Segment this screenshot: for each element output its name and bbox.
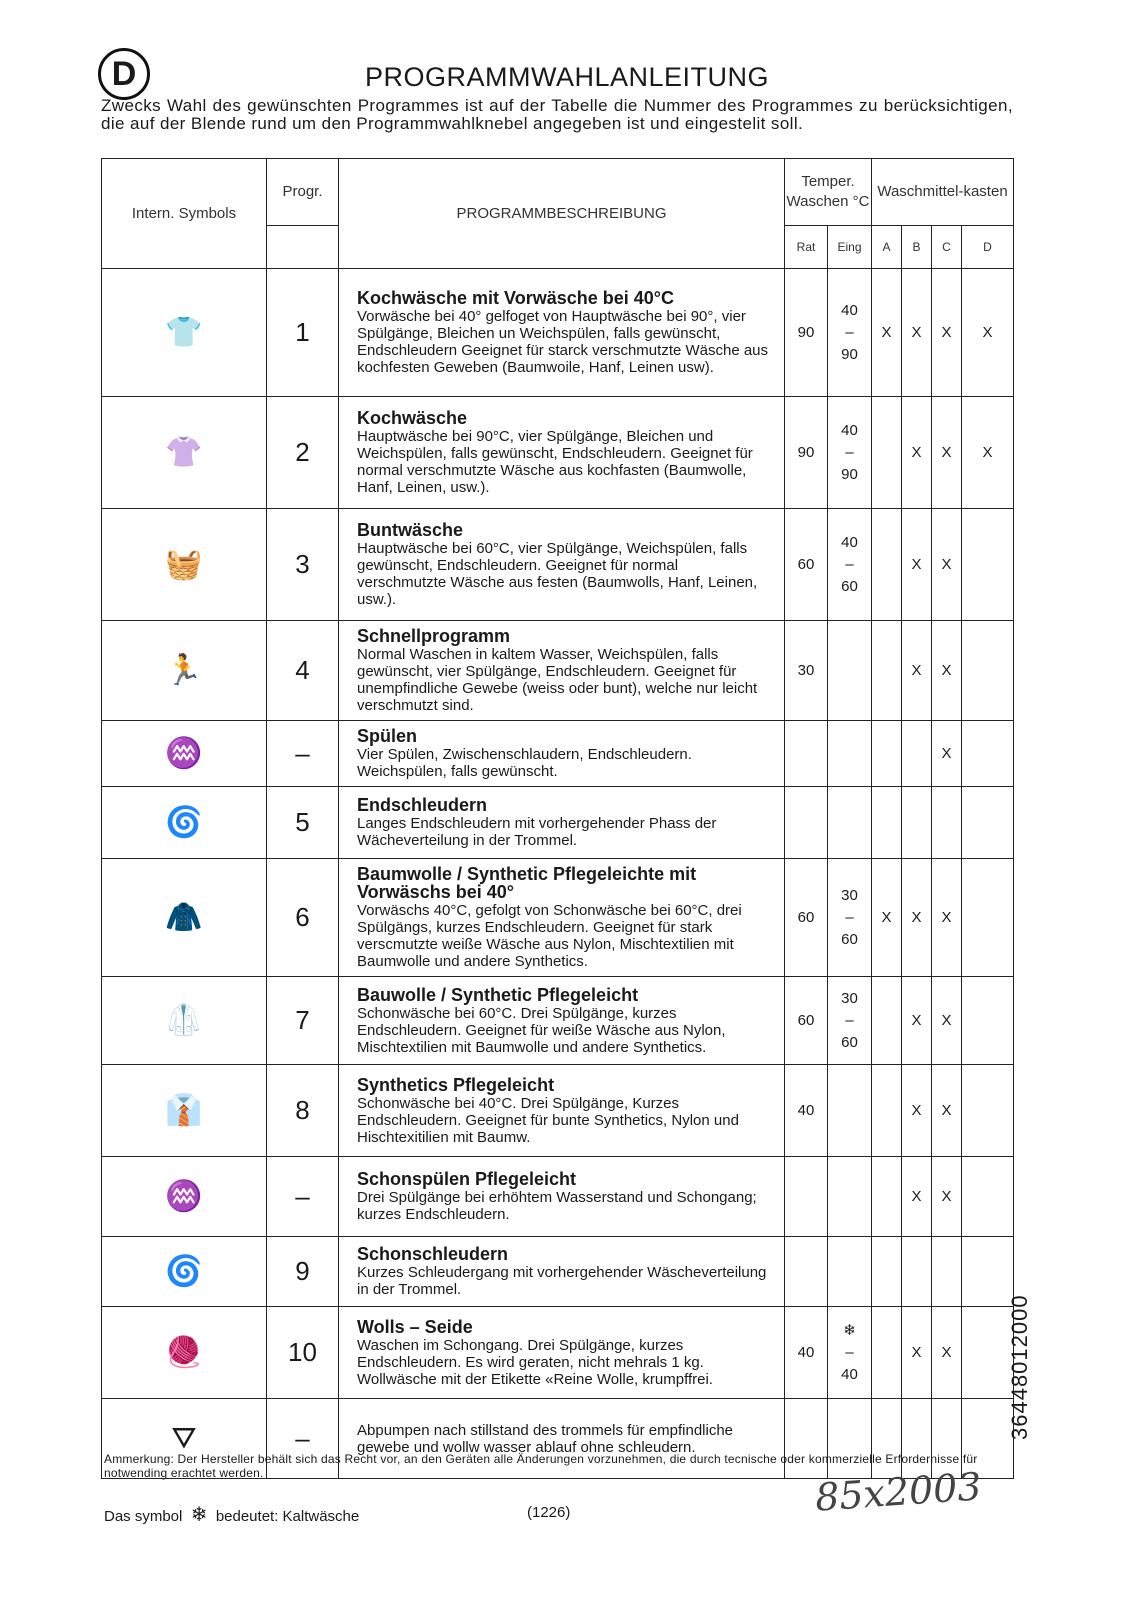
program-text: Hauptwäsche bei 90°C, vier Spülgänge, Bleichen und Weichspülen, falls gewünscht, Endschleudern. Geeignet für normal verschmutzte Wäsche aus kochfasten (Baumwolle, Hanf, Leinen, usw.).	[357, 428, 753, 496]
program-title: Bauwolle / Synthetic Pflegeleicht	[357, 984, 639, 1005]
box-b	[902, 787, 932, 859]
header-box-c: C	[932, 226, 962, 269]
pump-out-icon: ⛛	[102, 1399, 267, 1479]
box-a	[872, 1157, 902, 1237]
program-number: 5	[267, 787, 339, 859]
temp-rat: 90	[785, 397, 828, 509]
rinse-icon: ♒	[102, 721, 267, 787]
program-text: Langes Endschleudern mit vorhergehender Phass der Wächeverteilung in der Trommel.	[357, 815, 717, 849]
box-a: X	[872, 269, 902, 397]
box-c: X	[932, 1157, 962, 1237]
program-number: 9	[267, 1237, 339, 1307]
box-a: X	[872, 859, 902, 977]
table-row	[102, 509, 1014, 621]
program-description	[339, 721, 785, 787]
table-row	[102, 1237, 1014, 1307]
program-description	[339, 621, 785, 721]
box-a	[872, 977, 902, 1065]
program-description	[339, 1307, 785, 1399]
temp-rat	[785, 1237, 828, 1307]
legend-suffix: bedeutet: Kaltwäsche	[215, 1508, 360, 1525]
box-c: X	[932, 397, 962, 509]
program-description	[339, 1237, 785, 1307]
temp-rat: 60	[785, 977, 828, 1065]
box-b: X	[902, 397, 932, 509]
program-description	[339, 509, 785, 621]
box-c: X	[932, 621, 962, 721]
box-b: X	[902, 977, 932, 1065]
box-b	[902, 721, 932, 787]
box-a	[872, 1307, 902, 1399]
temp-rat: 40	[785, 1307, 828, 1399]
temp-rat: 90	[785, 269, 828, 397]
box-a	[872, 1065, 902, 1157]
temp-rat	[785, 1157, 828, 1237]
box-d	[962, 1237, 1014, 1307]
program-number: 10	[267, 1307, 339, 1399]
shirt-outline-icon: 👚	[102, 397, 267, 509]
synthetics-care-icon: 👔	[102, 1065, 267, 1157]
box-a	[872, 1237, 902, 1307]
temp-eing: 40 – 90	[828, 397, 872, 509]
box-d	[962, 859, 1014, 977]
box-c: X	[932, 269, 962, 397]
program-number: 2	[267, 397, 339, 509]
table-row	[102, 787, 1014, 859]
program-number: 1	[267, 269, 339, 397]
table-row	[102, 721, 1014, 787]
box-d	[962, 787, 1014, 859]
program-text: Abpumpen nach stillstand des trommels für empfindliche gewebe und wollw wasser ablauf ohne schleudern.	[357, 1421, 734, 1456]
temp-rat: 30	[785, 621, 828, 721]
table-row	[102, 977, 1014, 1065]
header-box-a: A	[872, 226, 902, 269]
program-number: –	[267, 1157, 339, 1237]
program-text: Waschen im Schongang. Drei Spülgänge, kurzes Endschleudern. Es wird geraten, nicht mehrals 1 kg. Wollwäsche mit der Etikette «Reine Wolle, krumpffrei.	[357, 1336, 713, 1388]
wool-icon: 🧶	[102, 1307, 267, 1399]
temp-eing: 40 – 60	[828, 509, 872, 621]
box-b: X	[902, 269, 932, 397]
table-row	[102, 1065, 1014, 1157]
program-number: 6	[267, 859, 339, 977]
intro-text: Zwecks Wahl des gewünschten Programmes ist auf der Tabelle die Nummer des Programmes zu berücksichtigen, die auf der Blende rund um den Programmwahlknebel angegeben ist und eingestelit soll.	[101, 96, 1013, 133]
program-number: 4	[267, 621, 339, 721]
program-number: 3	[267, 509, 339, 621]
program-number: 8	[267, 1065, 339, 1157]
program-title: Schonschleudern	[357, 1244, 509, 1264]
program-number: 7	[267, 977, 339, 1065]
program-description	[339, 269, 785, 397]
temp-rat: 60	[785, 859, 828, 977]
program-text: Hauptwäsche bei 60°C, vier Spülgänge, Weichspülen, falls gewünscht, Endschleudern. Geeignet für normal verschmutzte Wäsche aus festen (Baumwolls, Hanf, Leinen, usw.).	[357, 540, 758, 608]
part-number: 36448012000	[1007, 1294, 1032, 1440]
program-title: Schonspülen Pflegeleicht	[357, 1169, 577, 1189]
temp-eing: 30 – 60	[828, 977, 872, 1065]
program-description	[339, 859, 785, 977]
temp-eing: 40 – 90	[828, 269, 872, 397]
temp-eing	[828, 621, 872, 721]
program-description	[339, 977, 785, 1065]
gentle-spin-icon: 🌀	[102, 1237, 267, 1307]
program-description	[339, 787, 785, 859]
program-text: Vorwäsche bei 40° gelfoget von Hauptwäsche bei 90°, vier Spülgänge, Bleichen un Weichspülen, falls gewünscht, Endschleudern Geeignet für starck verschmutzte Wäsche aus kochfesten Geweben (Baumwoile, Hanf, Leinen usw).	[357, 308, 769, 376]
box-c	[932, 787, 962, 859]
header-temperature: Temper. Waschen °C	[785, 159, 872, 226]
program-title: Schnellprogramm	[357, 626, 511, 646]
box-d	[962, 1065, 1014, 1157]
temp-eing	[828, 721, 872, 787]
box-c: X	[932, 1065, 962, 1157]
document-code: (1226)	[527, 1504, 571, 1521]
box-b: X	[902, 621, 932, 721]
temp-rat	[785, 721, 828, 787]
header-box-b: B	[902, 226, 932, 269]
program-text: Kurzes Schleudergang mit vorhergehender Wäscheverteilung in der Trommel.	[357, 1264, 767, 1298]
table-row	[102, 859, 1014, 977]
program-title: Wolls – Seide	[357, 1316, 473, 1337]
table-row	[102, 621, 1014, 721]
quick-wash-icon: 🏃	[102, 621, 267, 721]
box-d: X	[962, 269, 1014, 397]
box-d	[962, 1157, 1014, 1237]
snowflake-icon: ❄	[190, 1504, 208, 1526]
program-title: Kochwäsche mit Vorwäsche bei 40°C	[357, 288, 674, 308]
box-d	[962, 721, 1014, 787]
header-detergent-box: Waschmittel-kasten	[872, 159, 1014, 226]
header-temp-rat: Rat	[785, 226, 828, 269]
box-a	[872, 721, 902, 787]
gentle-rinse-icon: ♒	[102, 1157, 267, 1237]
table-row	[102, 269, 1014, 397]
box-d	[962, 621, 1014, 721]
box-b: X	[902, 859, 932, 977]
temp-eing	[828, 1065, 872, 1157]
program-text: Normal Waschen in kaltem Wasser, Weichspülen, falls gewünscht, vier Spülgänge, Endschleudern. Geeignet für unempfindliche Gewebe (weiss oder bunt), welche nur leicht verschmutzt sind.	[357, 646, 758, 714]
box-b	[902, 1237, 932, 1307]
legend	[104, 1502, 359, 1527]
synthetic-icon: 🧥	[102, 859, 267, 977]
box-b: X	[902, 1065, 932, 1157]
table-row	[102, 397, 1014, 509]
legend-prefix: Das symbol	[104, 1508, 183, 1525]
box-c: X	[932, 859, 962, 977]
synthetic-outline-icon: 🥼	[102, 977, 267, 1065]
box-c: X	[932, 1307, 962, 1399]
box-d: X	[962, 397, 1014, 509]
box-b: X	[902, 1157, 932, 1237]
box-a	[872, 621, 902, 721]
box-d	[962, 509, 1014, 621]
box-a	[872, 397, 902, 509]
program-title: Spülen	[357, 726, 418, 746]
box-c: X	[932, 721, 962, 787]
program-description	[339, 1065, 785, 1157]
program-text: Drei Spülgänge bei erhöhtem Wasserstand und Schongang; kurzes Endschleudern.	[357, 1189, 757, 1223]
temp-eing: ❄ – 40	[828, 1307, 872, 1399]
program-number: –	[267, 721, 339, 787]
table-row	[102, 1307, 1014, 1399]
header-progr-blank	[267, 226, 339, 269]
temp-eing	[828, 1157, 872, 1237]
temp-eing	[828, 787, 872, 859]
temp-rat: 40	[785, 1065, 828, 1157]
spin-icon: 🌀	[102, 787, 267, 859]
program-text: Schonwäsche bei 60°C. Drei Spülgänge, kurzes Endschleudern. Geeignet für weiße Wäsche aus Nylon, Mischtextilien mit Baumwolle und andere Synthetics.	[357, 1004, 726, 1056]
box-c	[932, 1237, 962, 1307]
temp-rat	[785, 787, 828, 859]
program-title: Endschleudern	[357, 795, 488, 815]
program-description	[339, 1157, 785, 1237]
temp-eing: 30 – 60	[828, 859, 872, 977]
box-d	[962, 1307, 1014, 1399]
program-number: –	[267, 1399, 339, 1479]
program-text: Vier Spülen, Zwischenschlaudern, Endschleudern. Weichspülen, falls gewünscht.	[357, 746, 692, 780]
program-title: Synthetics Pflegeleicht	[357, 1074, 555, 1095]
box-b: X	[902, 509, 932, 621]
page-title: PROGRAMMWAHLANLEITUNG	[364, 62, 770, 92]
box-a	[872, 787, 902, 859]
table-row	[102, 1157, 1014, 1237]
header-progr: Progr.	[267, 159, 339, 226]
header-description: PROGRAMMBESCHREIBUNG	[339, 159, 785, 269]
program-table	[101, 158, 1014, 1479]
handwritten-note: 85x2003	[813, 1464, 983, 1520]
header-symbols: Intern. Symbols	[102, 159, 267, 269]
box-c: X	[932, 977, 962, 1065]
program-title: Buntwäsche	[357, 520, 464, 540]
box-a	[872, 509, 902, 621]
footnote: Ammerkung: Der Hersteller behält sich das Recht vor, an den Geräten alle Änderungen vorzunehmen, die durch tecnische oder kommerzielle Erfordernisse für notwending erachtet werden.	[104, 1452, 978, 1480]
program-title: Kochwäsche	[357, 408, 468, 428]
program-text: Vorwäschs 40°C, gefolgt von Schonwäsche bei 60°C, drei Spülgängs, kurzes Endschleudern. Geeignet für stark verscmutzte weiße Wäsche aus Nylon, Mischtextilien mit Baumwolle und andere Synthetics.	[357, 902, 742, 970]
program-text: Schonwäsche bei 40°C. Drei Spülgänge, Kurzes Endschleudern. Geeignet für bunte Synthetics, Nylon und Hischtexitilien mit Baumw.	[357, 1094, 739, 1146]
box-c: X	[932, 509, 962, 621]
language-badge: D	[98, 48, 150, 100]
temp-eing	[828, 1237, 872, 1307]
colored-laundry-icon: 🧺	[102, 509, 267, 621]
temp-rat: 60	[785, 509, 828, 621]
shirt-icon: 👕	[102, 269, 267, 397]
header-box-d: D	[962, 226, 1014, 269]
program-description	[339, 397, 785, 509]
box-b: X	[902, 1307, 932, 1399]
header-temp-eing: Eing	[828, 226, 872, 269]
program-title: Baumwolle / Synthetic Pflegeleichte mit Vorwäschs bei 40°	[357, 864, 697, 902]
box-d	[962, 977, 1014, 1065]
